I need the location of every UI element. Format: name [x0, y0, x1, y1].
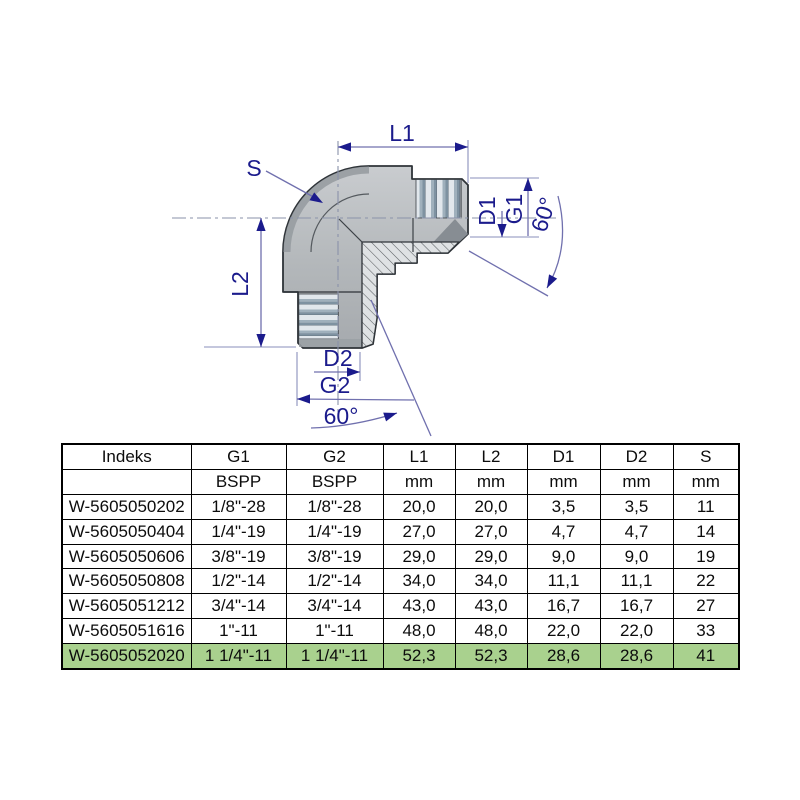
unit-cell: BSPP [191, 469, 286, 494]
value-cell: 11 [673, 494, 739, 519]
unit-cell [62, 469, 191, 494]
table-head [62, 444, 739, 494]
header-cell: D2 [600, 444, 673, 469]
table-row [62, 594, 739, 619]
value-cell: 43,0 [383, 594, 455, 619]
value-cell: 1/2"-14 [286, 569, 383, 594]
value-cell: 22,0 [600, 619, 673, 644]
dimension-table [61, 443, 740, 670]
value-cell: 1/8"-28 [191, 494, 286, 519]
value-cell: 3/8"-19 [286, 544, 383, 569]
value-cell: 20,0 [455, 494, 527, 519]
value-cell: 27 [673, 594, 739, 619]
value-cell: 9,0 [527, 544, 600, 569]
value-cell: 1/4"-19 [191, 519, 286, 544]
value-cell: 1 1/4"-11 [191, 644, 286, 669]
value-cell: 34,0 [455, 569, 527, 594]
value-cell: 48,0 [455, 619, 527, 644]
value-cell: 1/2"-14 [191, 569, 286, 594]
label-l2: L2 [227, 271, 253, 297]
value-cell: 48,0 [383, 619, 455, 644]
table-row [62, 619, 739, 644]
value-cell: 11,1 [600, 569, 673, 594]
label-g2: G2 [319, 372, 351, 398]
unit-cell: mm [455, 469, 527, 494]
unit-cell: mm [673, 469, 739, 494]
value-cell: 16,7 [527, 594, 600, 619]
value-cell: 28,6 [527, 644, 600, 669]
value-cell: 52,3 [383, 644, 455, 669]
value-cell: 1"-11 [191, 619, 286, 644]
thread-right-port [416, 180, 461, 219]
label-angle-bottom: 60° [323, 403, 359, 429]
table-body [62, 494, 739, 669]
dimension-s [246, 155, 325, 207]
header-cell: G1 [191, 444, 286, 469]
value-cell: 1/8"-28 [286, 494, 383, 519]
indeks-cell: W-5605051616 [62, 619, 191, 644]
label-angle-right: 60° [525, 193, 562, 236]
indeks-cell: W-5605050202 [62, 494, 191, 519]
units-row [62, 469, 739, 494]
value-cell: 22,0 [527, 619, 600, 644]
value-cell: 29,0 [383, 544, 455, 569]
table-row [62, 494, 739, 519]
value-cell: 29,0 [455, 544, 527, 569]
value-cell: 16,7 [600, 594, 673, 619]
header-cell: G2 [286, 444, 383, 469]
section-hatch [362, 242, 459, 348]
value-cell: 52,3 [455, 644, 527, 669]
label-d1: D1 [474, 196, 500, 226]
unit-cell: mm [600, 469, 673, 494]
value-cell: 3,5 [600, 494, 673, 519]
value-cell: 33 [673, 619, 739, 644]
value-cell: 1/4"-19 [286, 519, 383, 544]
table-row [62, 544, 739, 569]
indeks-cell: W-5605050606 [62, 544, 191, 569]
value-cell: 3/4"-14 [191, 594, 286, 619]
value-cell: 1 1/4"-11 [286, 644, 383, 669]
value-cell: 3/8"-19 [191, 544, 286, 569]
dimension-g2 [297, 352, 414, 406]
value-cell: 11,1 [527, 569, 600, 594]
value-cell: 4,7 [600, 519, 673, 544]
value-cell: 14 [673, 519, 739, 544]
value-cell: 43,0 [455, 594, 527, 619]
value-cell: 1"-11 [286, 619, 383, 644]
value-cell: 34,0 [383, 569, 455, 594]
value-cell: 41 [673, 644, 739, 669]
elbow-body [283, 166, 468, 348]
header-cell: D1 [527, 444, 600, 469]
header-cell: Indeks [62, 444, 191, 469]
label-d2: D2 [323, 345, 353, 371]
header-cell: S [673, 444, 739, 469]
value-cell: 19 [673, 544, 739, 569]
header-cell: L1 [383, 444, 455, 469]
label-l1: L1 [389, 120, 415, 146]
header-cell: L2 [455, 444, 527, 469]
value-cell: 27,0 [455, 519, 527, 544]
table-row-highlighted [62, 644, 739, 669]
value-cell: 4,7 [527, 519, 600, 544]
indeks-cell: W-5605052020 [62, 644, 191, 669]
table-row [62, 519, 739, 544]
unit-cell: BSPP [286, 469, 383, 494]
value-cell: 3/4"-14 [286, 594, 383, 619]
value-cell: 28,6 [600, 644, 673, 669]
unit-cell: mm [527, 469, 600, 494]
label-s: S [246, 155, 262, 181]
indeks-cell: W-5605050404 [62, 519, 191, 544]
label-g1: G1 [501, 193, 527, 225]
thread-bottom-port [299, 294, 339, 339]
value-cell: 3,5 [527, 494, 600, 519]
value-cell: 9,0 [600, 544, 673, 569]
table-row [62, 569, 739, 594]
indeks-cell: W-5605051212 [62, 594, 191, 619]
value-cell: 20,0 [383, 494, 455, 519]
indeks-cell: W-5605050808 [62, 569, 191, 594]
unit-cell: mm [383, 469, 455, 494]
value-cell: 22 [673, 569, 739, 594]
value-cell: 27,0 [383, 519, 455, 544]
header-row [62, 444, 739, 469]
